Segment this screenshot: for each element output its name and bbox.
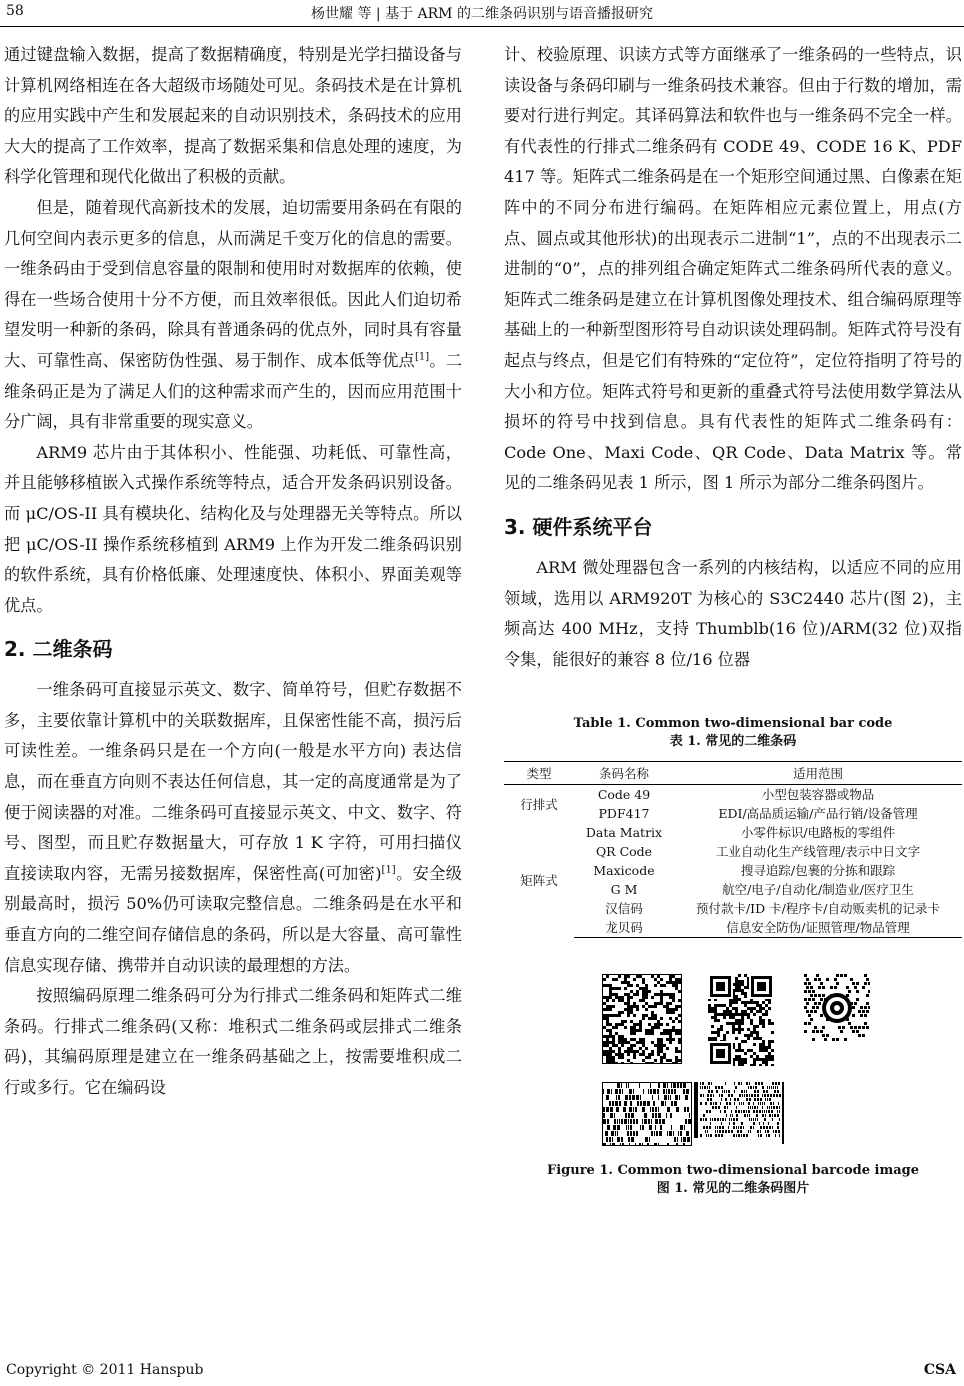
table-header: 条码名称 bbox=[574, 762, 674, 785]
barcode-image-stacked bbox=[602, 1082, 692, 1146]
table-header: 类型 bbox=[504, 762, 574, 785]
table-cell-type: 行排式 bbox=[520, 796, 558, 812]
section-heading: 3. 硬件系统平台 bbox=[504, 514, 653, 539]
table-cell-name: 汉信码 bbox=[605, 901, 643, 917]
figure-caption-en: Figure 1. Common two-dimensional barcode image bbox=[547, 1163, 919, 1179]
copyright: Copyright © 2011 Hanspub bbox=[6, 1362, 204, 1378]
table-cell-name: G M bbox=[610, 882, 638, 898]
table-cell-usage: 航空/电子/自动化/制造业/医疗卫生 bbox=[722, 882, 914, 898]
table-row bbox=[504, 823, 962, 842]
table-row bbox=[504, 785, 962, 805]
table-cell-name: Code 49 bbox=[597, 787, 651, 803]
table-cell-usage: 预付款卡/ID 卡/程序卡/自动贩卖机的记录卡 bbox=[695, 901, 941, 917]
barcode-image-pdf417 bbox=[694, 1082, 786, 1144]
barcode-image-qr-code bbox=[708, 974, 774, 1066]
paragraph: 通过键盘输入数据，提高了数据精确度，特别是光学扫描设备与计算机网络相连在各大超级市场随处可见。条码技术是在计算机的应用实践中产生和发展起来的自动识别技术，条码技术的应用大大的提高了工作效率，提高了数据采集和信息处理的速度，为科学化管理和现代化做出了积极的贡献。 bbox=[4, 45, 462, 187]
running-header bbox=[0, 0, 964, 27]
table-caption-cn: 表 1. 常见的二维条码 bbox=[669, 734, 797, 750]
right-column bbox=[504, 40, 962, 1198]
table-cell-usage: 小型包装容器或物品 bbox=[761, 787, 875, 803]
table-cell-usage: 信息安全防伪/证照管理/物品管理 bbox=[674, 918, 962, 938]
table-cell-name: Data Matrix bbox=[585, 825, 663, 841]
table-header: 适用范围 bbox=[674, 762, 962, 785]
table-cell-usage: 小零件标识/电路板的零组件 bbox=[740, 825, 896, 841]
citation: [1] bbox=[381, 864, 396, 876]
citation: [1] bbox=[414, 351, 430, 363]
section-heading: 2. 二维条码 bbox=[4, 637, 113, 662]
table-cell-name: 龙贝码 bbox=[574, 918, 674, 938]
table-cell-type: 矩阵式 bbox=[520, 873, 558, 889]
table-cell-usage: 工业自动化生产线管理/表示中日文字 bbox=[715, 844, 921, 860]
page-number: 58 bbox=[6, 3, 24, 19]
running-title: 杨世耀 等 | 基于 ARM 的二维条码识别与语音播报研究 bbox=[311, 6, 653, 22]
paragraph: 计、校验原理、识读方式等方面继承了一维条码的一些特点，识读设备与条码印刷与一维条码技术兼容。但由于行数的增加，需要对行进行判定。其译码算法和软件也与一维条码不完全一样。有代表性的行排式二维条码有 CODE 49、CODE 16 K、PDF 417 等。矩阵式二维条码是在一个矩形空间通过黑、白像素在矩阵中的不同分布进行编码。在矩阵相应元素位置上，用点(方点、圆点或其他形状)的出现表示二进制“1”，点的不出现表示二进制的“0”，点的排列组合确定矩阵式二维条码所代表的意义。矩阵式二维条码是建立在计算机图像处理技术、组合编码原理等基础上的一种新型图形符号自动识读处理码制。矩阵式符号没有起点与终点，但是它们有特殊的“定位符”，定位符指明了符号的大小和方位。矩阵式符号和更新的重叠式符号法使用数学算法从损坏的符号中找到信息。具有代表性的矩阵式二维条码有：Code One、Maxi Code、QR Code、Data Matrix 等。常见的二维条码见表 1 所示，图 1 所示为部分二维条码图片。 bbox=[504, 45, 962, 493]
table-cell-usage: EDI/高品质运输/产品行销/设备管理 bbox=[718, 806, 918, 822]
table-cell-name: PDF417 bbox=[598, 806, 650, 822]
table-caption-en: Table 1. Common two-dimensional bar code bbox=[573, 716, 893, 732]
barcode-table bbox=[504, 761, 962, 938]
barcode-figure bbox=[504, 974, 962, 1154]
barcode-image-data-matrix bbox=[602, 974, 682, 1064]
barcode-image-maxicode bbox=[804, 974, 870, 1042]
journal-abbrev: CSA bbox=[923, 1362, 956, 1378]
table-cell-name: QR Code bbox=[595, 844, 653, 860]
table-cell-name: Maxicode bbox=[593, 863, 655, 879]
left-column bbox=[4, 40, 462, 1104]
figure-caption-cn: 图 1. 常见的二维条码图片 bbox=[656, 1181, 810, 1197]
paragraph: ARM 微处理器包含一系列的内核结构，以适应不同的应用领域，选用以 ARM920T 为核心的 S3C2440 芯片(图 2)，主频高达 400 MHz，支持 Thumblb(16 位)/ARM(32 位)双指令集，能很好的兼容 8 位/16 位器 bbox=[504, 557, 962, 669]
paragraph: ARM9 芯片由于其体积小、性能强、功耗低、可靠性高，并且能够移植嵌入式操作系统等特点，适合开发条码识别设备。而 μC/OS-II 具有模块化、结构化及与处理器无关等特点。所以把 μC/OS-II 操作系统移植到 ARM9 上作为开发二维条码识别的软件系统，具有价格低廉、处理速度快、体积小、界面美观等优点。 bbox=[4, 442, 462, 615]
paragraph: 但是，随着现代高新技术的发展，迫切需要用条码在有限的几何空间内表示更多的信息，从而满足千变万化的信息的需要。一维条码由于受到信息容量的限制和使用时对数据库的依赖，使得在一些场合使用十分不方便，而且效率很低。因此人们迫切希望发明一种新的条码，除具有普通条码的优点外，同时具有容量大、可靠性高、保密防伪性强、易于制作、成本低等优点[1]。二维条码正是为了满足人们的这种需求而产生的，因而应用范围十分广阔，具有非常重要的现实意义。 bbox=[4, 197, 463, 432]
table-cell-usage: 搜寻追踪/包裹的分拣和跟踪 bbox=[740, 863, 896, 879]
paragraph: 按照编码原理二维条码可分为行排式二维条码和矩阵式二维条码。行排式二维条码(又称：堆积式二维条码或层排式二维条码)，其编码原理是建立在一维条码基础之上，按需要堆积成二行或多行。它在编码设 bbox=[4, 986, 462, 1097]
paragraph: 一维条码可直接显示英文、数字、简单符号，但贮存数据不多，主要依靠计算机中的关联数据库，且保密性能不高，损污后可读性差。一维条码只是在一个方向(一般是水平方向) 表达信息，而在垂直方向则不表达任何信息，其一定的高度通常是为了便于阅读器的对准。二维条码可直接显示英文、中文、数字、符号、图型，而且贮存数据量大，可存放 1 K 字符，可用扫描仪直接读取内容，无需另接数据库，保密性高(可加密)[1]。安全级别最高时，损污 50%仍可读取完整信息。二维条码是在水平和垂直方向的二维空间存储信息的条码，所以是大容量、高可靠性信息实现存储、携带并自动识读的最理想的方法。 bbox=[4, 680, 462, 975]
